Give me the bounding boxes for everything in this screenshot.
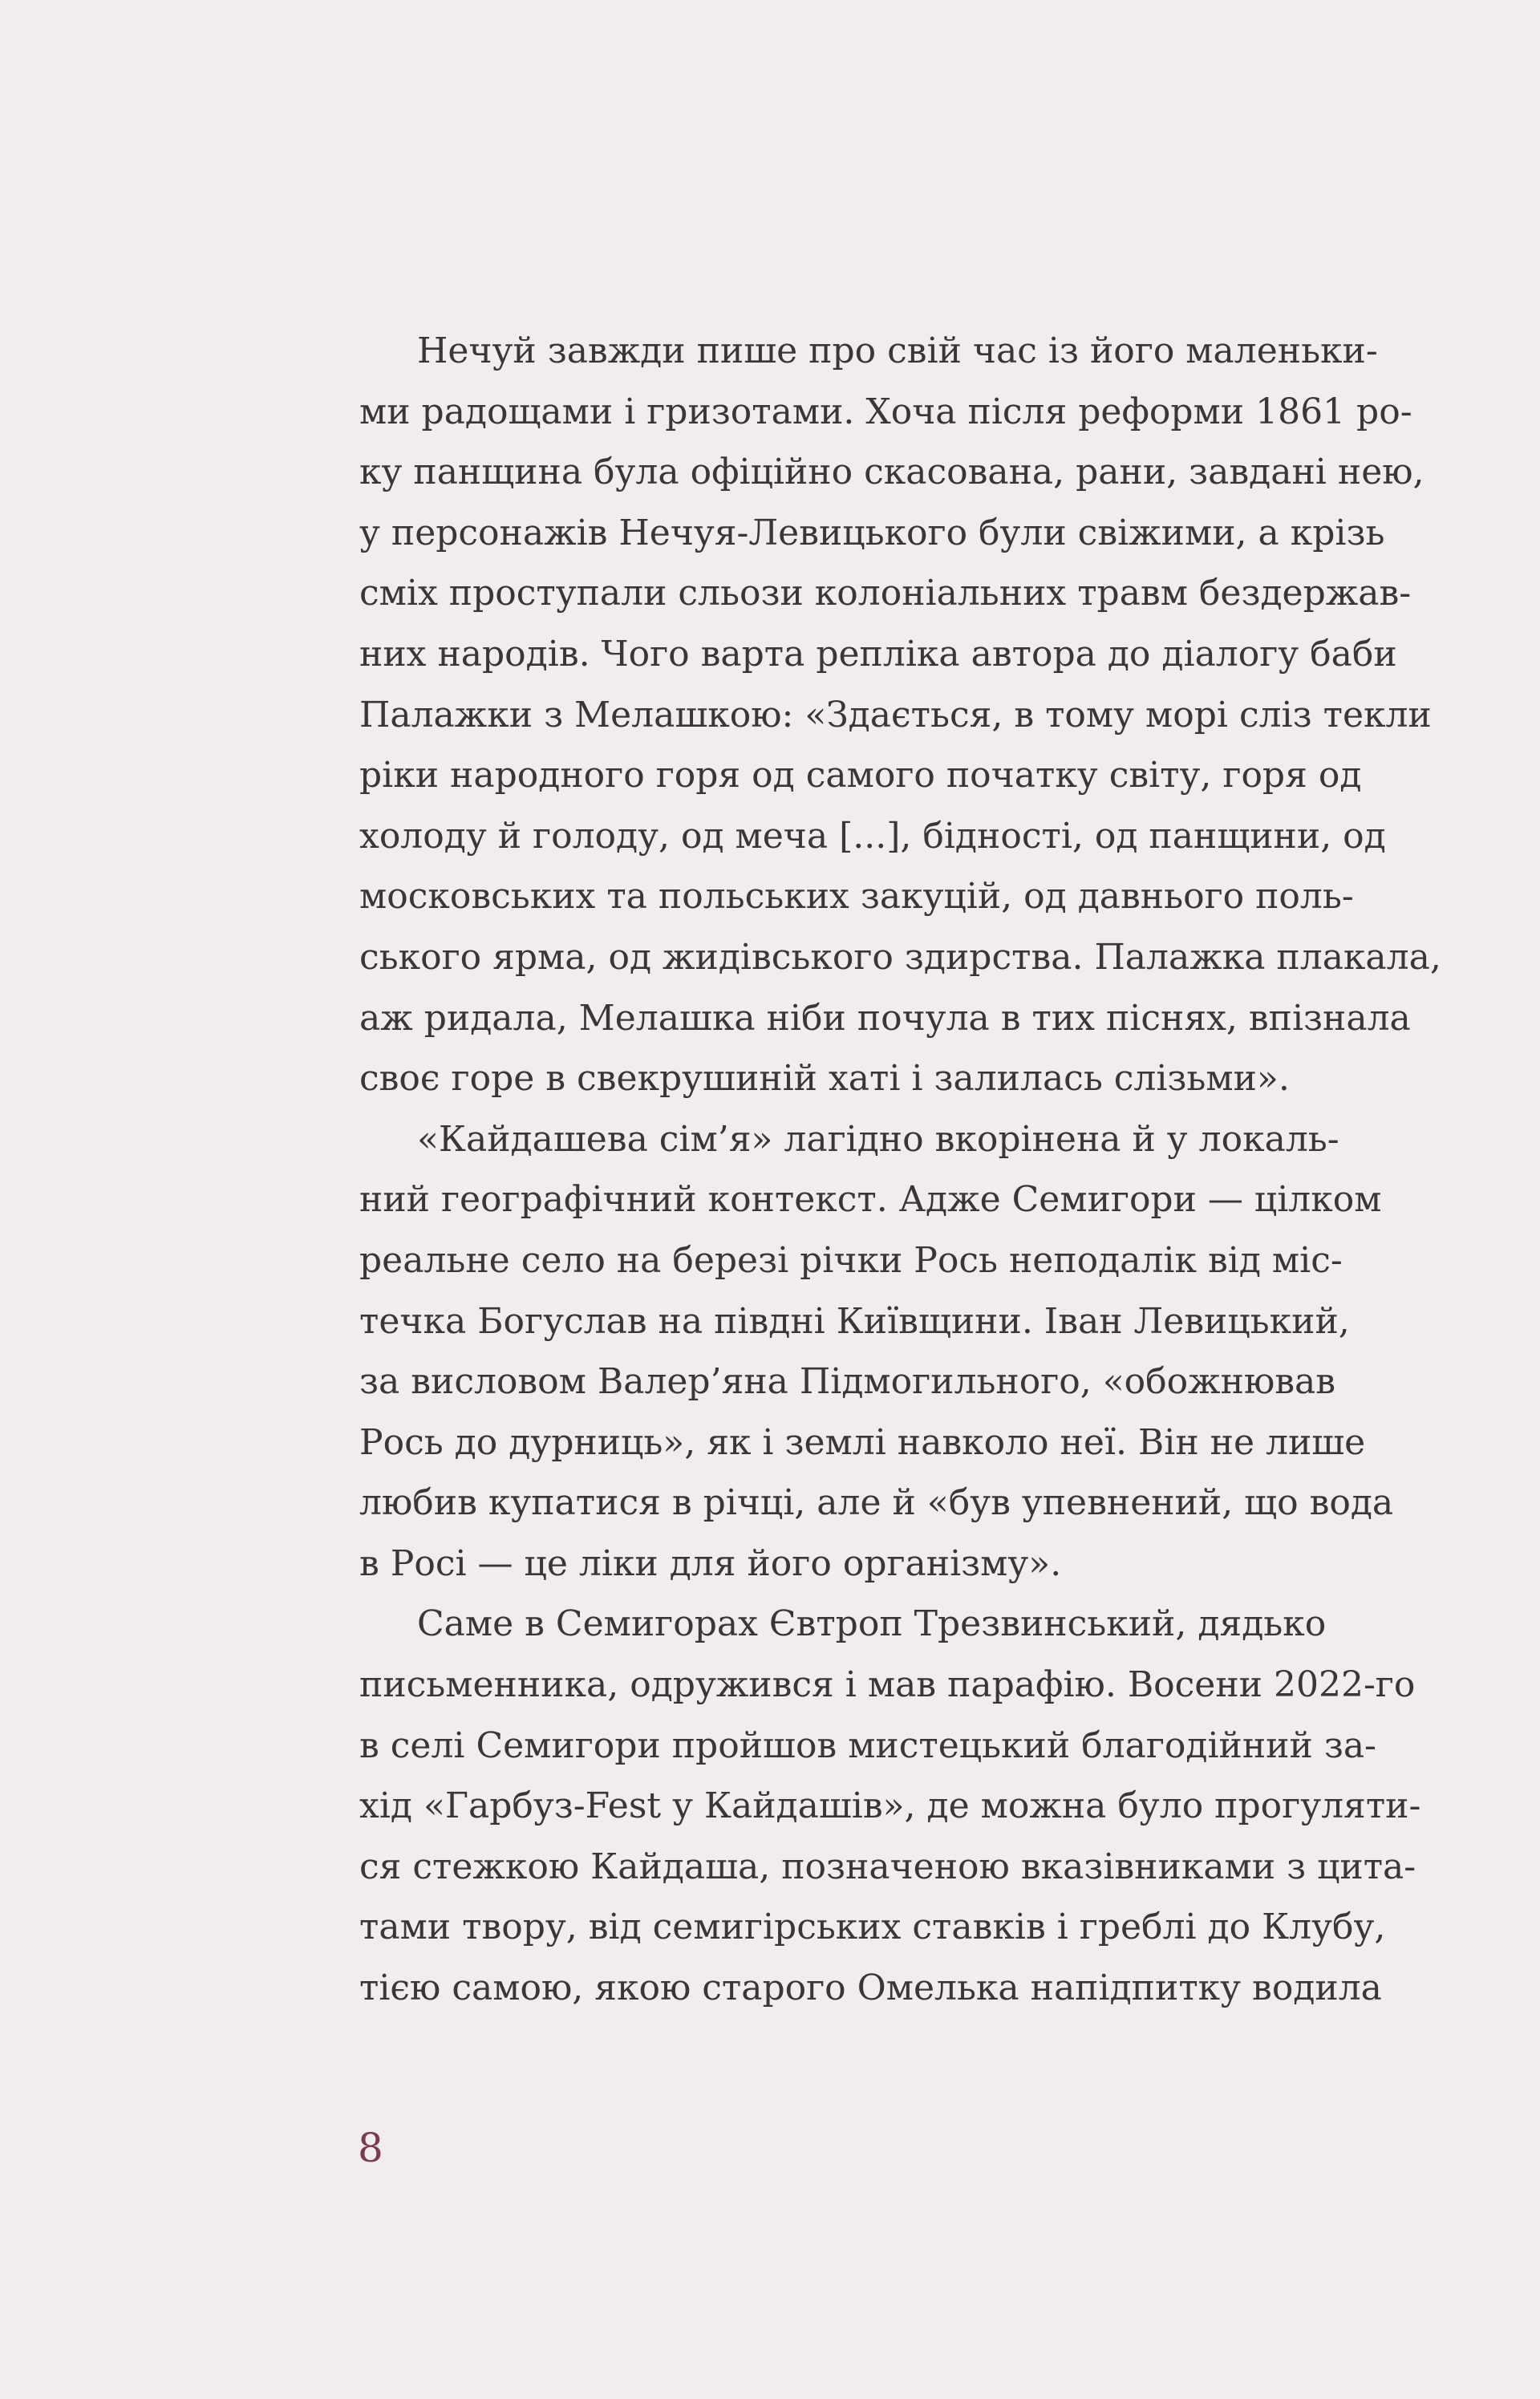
- body-text: [359, 321, 1441, 2019]
- text-line: Нечуй завжди пише про свій час із його маленьки-: [417, 330, 1378, 371]
- text-line: ся стежкою Кайдаша, позначеною вказівниками з цита-: [359, 1846, 1416, 1887]
- paragraph-3: [359, 1594, 1421, 2018]
- text-line: реальне село на березі річки Рось неподалік від міс-: [359, 1239, 1343, 1281]
- text-line: в селі Семигори пройшов мистецький благодійний за-: [359, 1724, 1376, 1766]
- text-line: ського ярма, од жидівського здирства. Палажка плакала,: [359, 936, 1441, 978]
- text-line: московських та польських закуцій, од давнього поль-: [359, 876, 1354, 918]
- page-number: 8: [358, 2125, 383, 2171]
- text-line: своє горе в свекрушиній хаті і залилась слізьми».: [359, 1058, 1290, 1100]
- text-line: за висловом Валер’яна Підмогильного, «обожнював: [359, 1361, 1336, 1403]
- text-line: них народів. Чого варта репліка автора до діалогу баби: [359, 633, 1397, 675]
- text-line: ми радощами і гризотами. Хоча після реформи 1861 ро-: [359, 391, 1412, 432]
- paragraph-1: [359, 321, 1441, 1109]
- text-line: Палажки з Мелашкою: «Здається, в тому морі сліз текли: [359, 694, 1432, 736]
- text-line: ріки народного горя од самого початку світу, горя од: [359, 755, 1362, 796]
- text-line: «Кайдашева сім’я» лагідно вкорінена й у локаль-: [417, 1118, 1339, 1160]
- text-line: течка Богуслав на півдні Київщини. Іван Левицький,: [359, 1300, 1350, 1342]
- text-line: любив купатися в річці, але й «був упевнений, що вода: [359, 1482, 1394, 1524]
- text-line: тами твору, від семигірських ставків і греблі до Клубу,: [359, 1907, 1386, 1948]
- text-line: ний географічний контекст. Адже Семигори — цілком: [359, 1179, 1382, 1221]
- text-line: тією самою, якою старого Омелька напідпитку водила: [359, 1967, 1382, 2009]
- text-line: у персонажів Нечуя-Левицького були свіжими, а крізь: [359, 512, 1385, 553]
- text-line: хід «Гарбуз-Fest у Кайдашів», де можна було прогуляти-: [359, 1785, 1421, 1827]
- text-line: холоду й голоду, од меча [...], бідності, од панщини, од: [359, 815, 1386, 857]
- text-line: в Росі — це ліки для його організму».: [359, 1542, 1062, 1584]
- text-line: Рось до дурниць», як і землі навколо неї. Він не лише: [359, 1421, 1366, 1463]
- text-line: Саме в Семигорах Євтроп Трезвинський, дядько: [417, 1603, 1327, 1645]
- text-line: аж ридала, Мелашка ніби почула в тих піснях, впізнала: [359, 997, 1411, 1039]
- text-line: письменника, одружився і мав парафію. Восени 2022-го: [359, 1664, 1416, 1706]
- text-line: сміх проступали сльози колоніальних травм бездержав-: [359, 573, 1412, 614]
- text-line: ку панщина була офіційно скасована, рани, завдані нею,: [359, 452, 1424, 493]
- paragraph-2: [359, 1109, 1394, 1595]
